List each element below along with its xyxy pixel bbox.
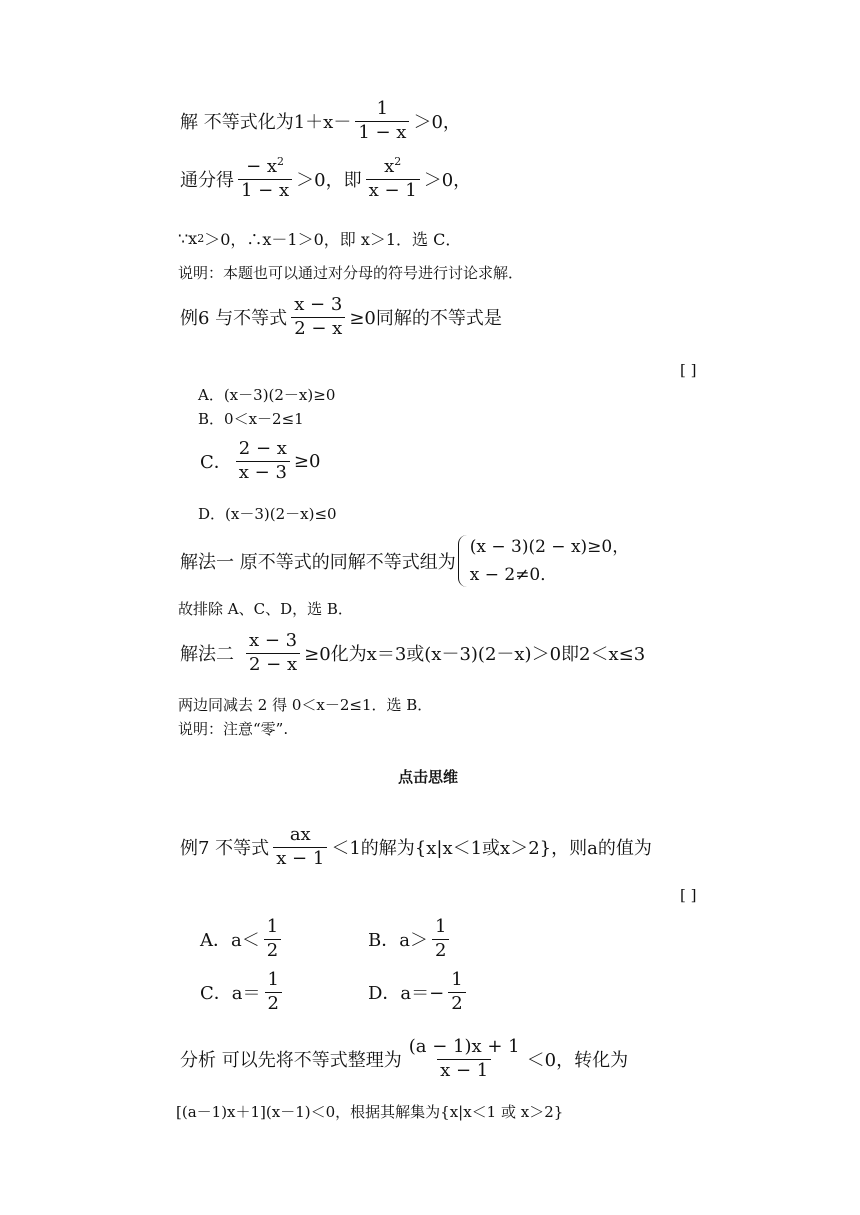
numerator: x − 3 bbox=[294, 294, 343, 315]
text: ＞0， bbox=[413, 112, 461, 134]
text: ＜1的解为{x|x＜1或x＞2}，则a的值为 bbox=[331, 838, 652, 860]
numerator: 1 bbox=[376, 98, 389, 119]
option-a bbox=[200, 918, 285, 961]
example-6-question bbox=[180, 296, 502, 339]
system-row-2: x − 2≠0． bbox=[469, 565, 558, 585]
numerator: 1 bbox=[266, 916, 279, 937]
numerator: ax bbox=[289, 824, 311, 845]
numerator: 1 bbox=[451, 969, 463, 990]
denominator: 2 bbox=[448, 992, 465, 1014]
fraction bbox=[291, 296, 345, 339]
base: − x bbox=[246, 156, 278, 177]
base: x bbox=[384, 156, 395, 177]
solution-line-3: ∵x 2 ＞0，∴x－1＞0，即 x＞1．选 C． bbox=[178, 229, 462, 249]
text: 例6 与不等式 bbox=[180, 308, 288, 330]
denominator: x − 1 bbox=[366, 179, 420, 201]
fraction-one-half bbox=[265, 971, 282, 1014]
solution-line-1 bbox=[180, 100, 461, 143]
text: 解法二 bbox=[180, 644, 234, 666]
option-c bbox=[200, 440, 320, 483]
note-1: 说明：本题也可以通过对分母的符号进行讨论求解． bbox=[178, 264, 524, 282]
answer-bracket: [ ] bbox=[680, 361, 697, 379]
denominator: x − 1 bbox=[437, 1059, 491, 1081]
brace bbox=[458, 535, 467, 587]
text: ≥0 bbox=[293, 450, 321, 472]
method-1-conclusion: 故排除 A、C、D，选 B． bbox=[178, 600, 353, 618]
inequality-system bbox=[470, 533, 630, 589]
text: 通分得 bbox=[180, 170, 234, 192]
method-2-note: 说明：注意“零”. bbox=[178, 720, 289, 738]
answer-bracket: [ ] bbox=[680, 886, 697, 904]
text: D．a＝− bbox=[368, 983, 445, 1005]
fraction bbox=[406, 1038, 523, 1081]
numerator: 1 bbox=[267, 969, 279, 990]
option-a: A．(x－3)(2－x)≥0 bbox=[198, 386, 336, 404]
text: C． bbox=[200, 452, 232, 474]
denominator: 2 − x bbox=[291, 317, 345, 339]
text: A．a＜ bbox=[200, 930, 260, 952]
solution-line-2 bbox=[180, 155, 472, 201]
denominator: 2 bbox=[265, 992, 282, 1014]
text: ＞0， bbox=[423, 170, 472, 192]
fraction bbox=[273, 826, 327, 869]
fraction-one-half bbox=[264, 918, 281, 961]
text: 例7 不等式 bbox=[180, 838, 270, 860]
system-row-1: (x − 3)(2 − x)≥0， bbox=[469, 537, 630, 557]
denominator: x − 3 bbox=[236, 461, 290, 483]
numerator: x − 3 bbox=[249, 630, 298, 651]
fraction bbox=[355, 100, 409, 143]
exponent: 2 bbox=[394, 155, 402, 168]
denominator: 2 bbox=[432, 939, 449, 961]
text: ＞0，即 bbox=[296, 170, 362, 192]
section-heading: 点击思维 bbox=[398, 768, 459, 786]
text: B．a＞ bbox=[368, 930, 428, 952]
exponent: 2 bbox=[277, 155, 285, 168]
text: ＞0，∴x－1＞0，即 x＞1．选 C． bbox=[204, 230, 462, 249]
fraction-one-half bbox=[432, 918, 449, 961]
option-b: B．0＜x－2≤1 bbox=[198, 410, 304, 428]
fraction bbox=[246, 632, 300, 675]
text: 解 不等式化为1＋x－ bbox=[180, 112, 352, 134]
option-b bbox=[368, 918, 453, 961]
text: ＜0，转化为 bbox=[526, 1050, 629, 1072]
option-d: D．(x－3)(2－x)≤0 bbox=[198, 505, 337, 523]
numerator bbox=[243, 155, 287, 179]
denominator: 2 − x bbox=[246, 653, 300, 675]
fraction-one-half bbox=[448, 971, 465, 1014]
analysis-line-2: [(a－1)x＋1](x－1)＜0，根据其解集为{x|x＜1 或 x＞2} bbox=[176, 1103, 564, 1121]
analysis-line-1 bbox=[180, 1038, 628, 1081]
denominator: 2 bbox=[264, 939, 281, 961]
denominator: x − 1 bbox=[273, 847, 327, 869]
option-d bbox=[368, 971, 470, 1014]
text: ≥0化为x＝3或(x－3)(2－x)＞0即2＜x≤3 bbox=[304, 644, 646, 666]
numerator: (a − 1)x + 1 bbox=[408, 1036, 520, 1057]
text: 解法一 原不等式的同解不等式组为 bbox=[180, 552, 456, 573]
numerator: 1 bbox=[434, 916, 447, 937]
denominator: 1 − x bbox=[355, 121, 409, 143]
fraction bbox=[366, 155, 420, 201]
method-2 bbox=[180, 632, 645, 675]
fraction bbox=[238, 155, 292, 201]
method-2-line-2: 两边同减去 2 得 0＜x－2≤1．选 B． bbox=[178, 696, 433, 714]
text: C．a＝ bbox=[200, 983, 261, 1005]
option-c bbox=[200, 971, 286, 1014]
text: 分析 可以先将不等式整理为 bbox=[180, 1050, 402, 1072]
text: ∵x bbox=[178, 229, 198, 248]
numerator bbox=[381, 155, 404, 179]
text: ≥0同解的不等式是 bbox=[349, 308, 502, 330]
numerator: 2 − x bbox=[238, 438, 287, 459]
denominator: 1 − x bbox=[238, 179, 292, 201]
fraction bbox=[236, 440, 290, 483]
method-1 bbox=[180, 533, 629, 589]
example-7-question bbox=[180, 826, 652, 869]
